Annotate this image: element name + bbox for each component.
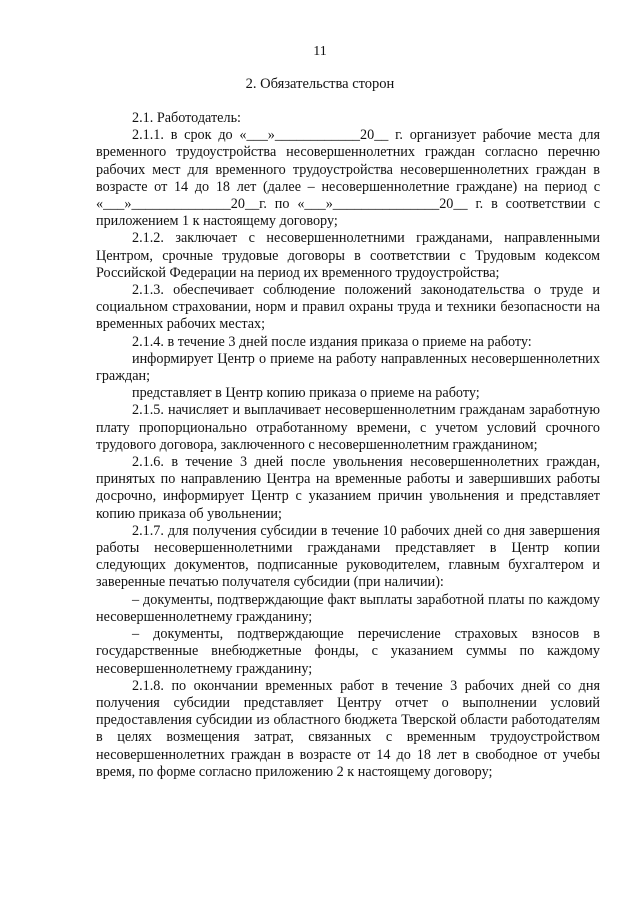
paragraph: 2.1.3. обеспечивает соблюдение положений законодательства о труде и социальном страховании, норм и правил охраны труда и техники безопасности на временных рабочих местах; (96, 282, 600, 333)
paragraph: 2.1.1. в срок до «___»____________20__ г. организует рабочие места для временного трудоустройства несовершеннолетних граждан согласно перечню рабочих мест для временного трудоустройства несовершеннолетних граждан в возрасте от 14 до 18 лет (далее – несовершеннолетние граждане) на период с «___»______________20__г. по «___»_______________20__ г. в соответствии с приложением 1 к настоящему договору; (96, 127, 600, 230)
paragraph: 2.1.7. для получения субсидии в течение 10 рабочих дней со дня завершения работы несовершеннолетними гражданами представляет в Центр копии следующих документов, подписанные руководителем, главным бухгалтером и заверенные печатью получателя субсидии (при наличии): (96, 522, 600, 591)
paragraph: 2.1.4. в течение 3 дней после издания приказа о приеме на работу: (132, 333, 532, 350)
paragraph: – документы, подтверждающие перечисление страховых взносов в государственные внебюджетные фонды, с указанием суммы по каждому несовершеннолетнему гражданину; (96, 626, 600, 677)
section-title: 2. Обязательства сторон (245, 76, 395, 92)
paragraph: представляет в Центр копию приказа о приеме на работу; (132, 385, 480, 402)
paragraph: 2.1.6. в течение 3 дней после увольнения несовершеннолетних граждан, принятых по направлению Центра на временные работы и завершивших работы досрочно, информирует Центр с указанием причин увольнения и представляет копию приказа об увольнении; (96, 454, 600, 522)
page-number: 11 (313, 44, 327, 59)
paragraph: 2.1.8. по окончании временных работ в течение 3 рабочих дней со дня получения субсидии представляет Центру отчет о выполнении условий предоставления субсидии из областного бюджета Тверской области работодателям в целях возмещения затрат, связанных с временным трудоустройством несовершеннолетних граждан в возрасте от 14 до 18 лет в свободное от учебы время, по форме согласно приложению 2 к настоящему договору; (96, 677, 600, 780)
paragraph: 2.1.5. начисляет и выплачивает несовершеннолетним гражданам заработную плату пропорционально отработанному времени, с учетом условий срочного трудового договора, заключенного с несовершеннолетним гражданином; (96, 402, 600, 453)
paragraph: 2.1.2. заключает с несовершеннолетними гражданами, направленными Центром, срочные трудовые договоры в соответствии с Трудовым кодексом Российской Федерации на период их временного трудоустройства; (96, 230, 600, 281)
paragraph: информирует Центр о приеме на работу направленных несовершеннолетних граждан; (96, 350, 600, 385)
paragraph: – документы, подтверждающие факт выплаты заработной платы по каждому несовершеннолетнему гражданину; (96, 591, 600, 625)
document-body (96, 110, 600, 781)
paragraph: 2.1. Работодатель: (132, 110, 241, 126)
